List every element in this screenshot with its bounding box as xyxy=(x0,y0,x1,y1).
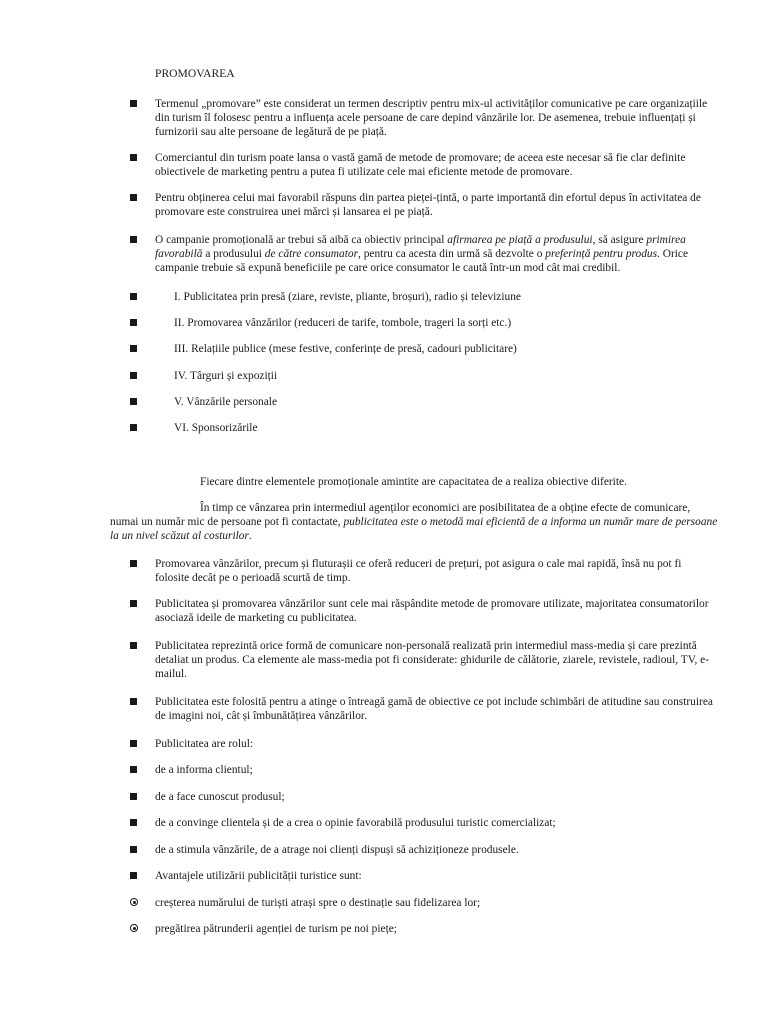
paragraph-text: Fiecare dintre elementele promoționale amintite are capacitatea de a realiza obiective diferite. xyxy=(200,476,627,488)
square-bullet-icon xyxy=(130,740,137,747)
list-item xyxy=(130,369,715,383)
promotion-element: III. Relațiile publice (mese festive, conferințe de presă, cadouri publicitare) xyxy=(174,343,517,355)
list-item xyxy=(130,421,715,435)
list-item xyxy=(130,639,715,681)
square-bullet-icon xyxy=(130,293,137,300)
paragraph-text: Avantajele utilizării publicității turistice sunt: xyxy=(155,870,362,882)
list-item xyxy=(130,151,715,179)
square-bullet-icon xyxy=(130,319,137,326)
paragraph-text xyxy=(155,97,715,139)
promotion-element: VI. Sponsorizările xyxy=(174,422,258,434)
promotion-element: I. Publicitatea prin presă (ziare, reviste, pliante, broșuri), radio și televiziune xyxy=(174,291,521,303)
paragraph-text: Publicitatea are rolul: xyxy=(155,738,254,750)
square-bullet-icon xyxy=(130,600,137,607)
paragraph-text: de a convinge clientela și de a crea o opinie favorabilă produsului turistic comercializat; xyxy=(155,817,556,829)
list-item xyxy=(130,922,715,936)
square-bullet-icon xyxy=(130,698,137,705)
list-item xyxy=(130,869,715,883)
italic-emphasis: publicitatea este o metodă mai eficientă de a informa un număr mare de persoane la un nivel scăzut al costurilor xyxy=(110,516,718,542)
list-item xyxy=(130,843,715,857)
paragraph-text xyxy=(155,233,715,275)
paragraph-text: creșterea numărului de turiști atrași spre o destinație sau fidelizarea lor; xyxy=(155,897,481,909)
circle-bullet-icon xyxy=(130,924,138,932)
paragraph-block xyxy=(110,501,720,543)
square-bullet-icon xyxy=(130,194,137,201)
paragraph-text xyxy=(110,515,720,543)
square-bullet-icon xyxy=(130,372,137,379)
square-bullet-icon xyxy=(130,154,137,161)
paragraph-text xyxy=(155,151,715,179)
paragraph-text xyxy=(155,191,715,219)
list-item xyxy=(130,395,715,409)
paragraph-text: de a face cunoscut produsul; xyxy=(155,791,285,803)
italic-emphasis: preferință pentru produs xyxy=(545,248,658,260)
square-bullet-icon xyxy=(130,560,137,567)
promotion-element: IV. Târguri și expoziții xyxy=(174,370,278,382)
paragraph-span: . xyxy=(248,530,252,542)
paragraph-text: Promovarea vânzărilor, precum și fluturașii ce oferă reduceri de prețuri, pot asigura o cale mai rapidă, însă nu pot fi folosite decât pe o perioadă scurtă de timp. xyxy=(155,558,682,584)
paragraph-span: a produsului xyxy=(202,248,265,260)
paragraph-span: , să asigure xyxy=(592,234,647,246)
list-item xyxy=(130,896,715,910)
italic-emphasis: de către consumator xyxy=(264,248,359,260)
list-item xyxy=(130,597,715,625)
paragraph-text: Publicitatea și promovarea vânzărilor sunt cele mai răspândite metode de promovare utilizate, majoritatea consumatorilor asociază ideile de marketing cu publicitatea. xyxy=(155,598,709,624)
list-item xyxy=(130,763,715,777)
square-bullet-icon xyxy=(130,846,137,853)
paragraph-span: , pentru ca acesta din urmă să dezvolte o xyxy=(358,248,546,260)
paragraph-text: de a stimula vânzările, de a atrage noi clienți dispuși să achiziționeze produsele. xyxy=(155,844,519,856)
paragraph-span: . Orice campanie trebuie să expună beneficiile pe care orice consumator le caută într-un mod cât mai credibil. xyxy=(155,248,689,274)
list-item xyxy=(130,290,715,304)
square-bullet-icon xyxy=(130,100,137,107)
paragraph-text: pregătirea pătrunderii agenției de turism pe noi piețe; xyxy=(155,923,397,935)
list-item xyxy=(130,737,715,751)
list-item xyxy=(130,790,715,804)
italic-emphasis: afirmarea pe piață a produsului xyxy=(447,234,593,246)
paragraph-span: numai un număr mic de persoane pot fi contactate, xyxy=(110,516,344,528)
paragraph-span: Termenul „promovare” este considerat un termen descriptiv pentru mix-ul activităților comunicative pe care organizațiile din turism îl folosesc pentru a influența acele persoane de care depind vânzările lor. De asemenea, trebuie influențați și furnizorii sau alte persoane de legătură de pe piață. xyxy=(155,98,708,138)
paragraph-span: Pentru obținerea celui mai favorabil răspuns din partea pieței-țintă, o parte importantă din efortul depus în activitatea de promovare este construirea unei mărci și lansarea ei pe piață. xyxy=(155,192,701,218)
page-title: PROMOVAREA xyxy=(155,67,235,80)
square-bullet-icon xyxy=(130,345,137,352)
list-item xyxy=(130,233,715,275)
list-item xyxy=(130,557,715,585)
paragraph-span: Comerciantul din turism poate lansa o vastă gamă de metode de promovare; de aceea este necesar să fie clar definite obiectivele de marketing pentru a putea fi utilizate cele mai eficiente metode de promovare. xyxy=(155,152,686,178)
square-bullet-icon xyxy=(130,236,137,243)
square-bullet-icon xyxy=(130,793,137,800)
list-item xyxy=(130,342,715,356)
promotion-element: II. Promovarea vânzărilor (reduceri de tarife, tombole, trageri la sorți etc.) xyxy=(174,317,512,329)
list-item xyxy=(130,316,715,330)
paragraph-span: O campanie promoțională ar trebui să aibă ca obiectiv principal xyxy=(155,234,448,246)
square-bullet-icon xyxy=(130,642,137,649)
square-bullet-icon xyxy=(130,872,137,879)
paragraph-text: Publicitatea este folosită pentru a atinge o întreagă gamă de obiective ce pot include schimbări de atitudine sau construirea de imagini noi, cât și îmbunătățirea vânzărilor. xyxy=(155,696,713,722)
list-item xyxy=(130,816,715,830)
list-item xyxy=(130,191,715,219)
list-item xyxy=(130,695,715,723)
square-bullet-icon xyxy=(130,398,137,405)
paragraph-text: Publicitatea reprezintă orice formă de comunicare non-personală realizată prin intermediul mass-media și care prezintă detaliat un produs. Ca elemente ale mass-media pot fi considerate: ghidurile de călătorie, ziarele, revistele, radioul, TV, e-mailul. xyxy=(155,640,710,680)
square-bullet-icon xyxy=(130,766,137,773)
promotion-element: V. Vânzările personale xyxy=(174,396,278,408)
paragraph-first-line: În timp ce vânzarea prin intermediul agenților economici are posibilitatea de a obține efecte de comunicare, xyxy=(200,502,691,514)
square-bullet-icon xyxy=(130,819,137,826)
paragraph-text: de a informa clientul; xyxy=(155,764,253,776)
italic-emphasis: primirea favorabilă xyxy=(155,234,686,260)
list-item xyxy=(130,97,715,139)
square-bullet-icon xyxy=(130,424,137,431)
circle-bullet-icon xyxy=(130,898,138,906)
